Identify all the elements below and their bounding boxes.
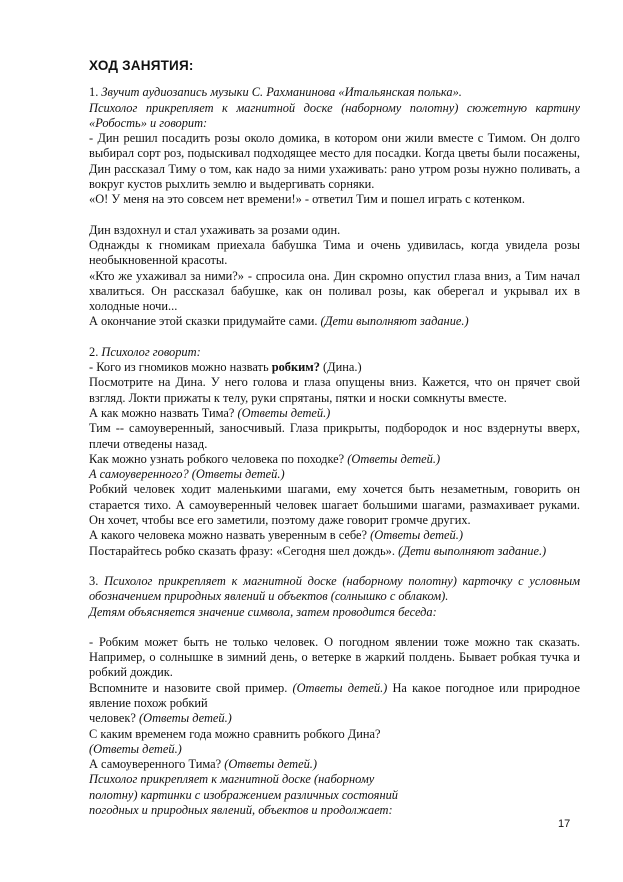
s3-explanation: Детям объясняется значение символа, затем проводится беседа: — [89, 604, 437, 619]
s2-question-4 — [89, 467, 580, 482]
s2-question-1 — [89, 360, 580, 375]
s2-question-6 — [89, 544, 580, 559]
s2-q4-text: А самоуверенного? — [89, 467, 192, 482]
s1-instruction: Психолог прикрепляет к магнитной доске (наборному полотну) сюжетную картину «Робость» и говорит: — [89, 100, 580, 130]
s1-task-text: А окончание этой сказки придумайте сами. — [89, 314, 321, 329]
s2-q2-text: А как можно назвать Тима? — [89, 405, 238, 420]
s2-q4-answer: (Ответы детей.) — [191, 467, 285, 482]
spacer — [89, 208, 580, 223]
s2-q5-answer: (Ответы детей.) — [370, 528, 463, 543]
s1-story-paragraph-1: - Дин решил посадить розы около домика, в котором они жили вместе с Тимом. Он долго выбирал сорт роз, подыскивал подходящее место для посадки. Когда цветы были посажены, Дин рассказал Тиму о том, как надо за ними ухаживать: рано утром розы нужно поливать, а вокруг кустов рыхлить землю и выдергивать сорняки. — [89, 131, 580, 192]
s1-line1 — [89, 85, 580, 100]
spacer — [89, 620, 580, 635]
s2-question-5 — [89, 528, 580, 543]
s2-q1-bold: робким? — [271, 360, 320, 375]
s2-line1 — [89, 345, 580, 360]
s2-q3-text: Как можно узнать робкого человека по походке? — [89, 451, 348, 466]
s2-q2-answer: (Ответы детей.) — [237, 405, 331, 420]
s1-audio-note: Звучит аудиозапись музыки С. Рахманинова «Итальянская полька». — [101, 85, 462, 100]
s2-q3-answer: (Ответы детей.) — [347, 451, 441, 466]
s2-intro: Психолог говорит: — [101, 344, 201, 359]
s1-story-paragraph-2: «О! У меня на это совсем нет времени!» - ответил Тим и пошел играть с котенком. — [89, 192, 525, 207]
spacer — [89, 559, 580, 574]
s1-story-paragraph-3: Дин вздохнул и стал ухаживать за розами один. — [89, 222, 341, 237]
s1-number: 1. — [89, 85, 102, 100]
s2-paragraph-3: Робкий человек ходит маленькими шагами, ему хочется быть незаметным, говорить он старается тихо. А самоуверенный человек шагает большими шагами, размахивает руками. Он хочет, чтобы все его заметили, поэтому даже говорит громче других. — [89, 482, 580, 528]
s2-number: 2. — [89, 344, 102, 359]
s1-story-paragraph-4: Однажды к гномикам приехала бабушка Тима и очень удивилась, когда увидела розы необыкновенной красоты. — [89, 237, 580, 268]
s3-line1 — [89, 574, 580, 605]
s2-q6-text: Постарайтесь робко сказать фразу: «Сегодня шел дождь». — [89, 543, 399, 558]
s3-paragraph-4: С каким временем года можно сравнить робкого Дина? — [89, 726, 381, 741]
document-page — [89, 58, 580, 818]
s2-q1-text: - Кого из гномиков можно назвать — [89, 360, 272, 375]
s2-q5-text: А какого человека можно назвать уверенным в себе? — [89, 528, 371, 543]
s3-instruction: Психолог прикрепляет к магнитной доске (наборному полотну) карточку с условным обозначением природных явлений и объектов (солнышко с облаком). — [89, 573, 581, 604]
s3-paragraph-6 — [89, 757, 580, 772]
s3-p3-answer: (Ответы детей.) — [139, 711, 232, 726]
s1-task-note: (Дети выполняют задание.) — [320, 314, 469, 329]
s2-question-2 — [89, 406, 580, 421]
s2-q6-note: (Дети выполняют задание.) — [398, 543, 547, 558]
s3-paragraph-5: (Ответы детей.) — [89, 741, 182, 756]
s3-p2-question: На какое погодное или природное явление похож робкий — [89, 680, 581, 710]
s1-story-paragraph-5: «Кто же ухаживал за ними?» - спросила она. Дин скромно опустил глаза вниз, а Тим начал хвалиться. Он рассказал бабушке, как он поливал розы, как оберегал и укрывал их в холодные ночи... — [89, 268, 580, 314]
section-heading: ХОД ЗАНЯТИЯ: — [89, 58, 194, 73]
s1-story-paragraph-6 — [89, 314, 580, 329]
s3-p6-text: А самоуверенного Тима? — [89, 757, 225, 772]
spacer — [89, 330, 580, 345]
s3-p2-answer: (Ответы детей.) — [292, 680, 388, 695]
s2-question-3 — [89, 452, 580, 467]
s3-p2-text: Вспомните и назовите свой пример. — [89, 680, 293, 695]
s3-paragraph-1: - Робким может быть не только человек. О погодном явлении тоже можно так сказать. Например, о солнышке в зимний день, о ветерке в жаркий полдень. Бывает робкая тучка и робкий дождик. — [89, 634, 580, 680]
s3-p3-text: человек? — [89, 711, 140, 726]
s3-paragraph-7: Психолог прикрепляет к магнитной доске (наборному полотну) картинки с изображением различных состояний погодных и природных явлений, объектов и продолжает: — [89, 772, 398, 818]
s3-number: 3. — [89, 573, 105, 588]
s3-paragraph-2 — [89, 681, 580, 712]
s2-paragraph-2: Тим -- самоуверенный, заносчивый. Глаза прикрыты, подбородок и нос вздернуты вверх, плечи отведены назад. — [89, 421, 580, 451]
s2-q1-answer: (Дина.) — [319, 360, 362, 375]
s2-paragraph-1: Посмотрите на Дина. У него голова и глаза опущены вниз. Кажется, что он прячет свой взгляд. Локти прижаты к телу, руки спрятаны, пятки и носки сомкнуты вместе. — [89, 375, 580, 405]
s3-p6-answer: (Ответы детей.) — [224, 757, 317, 772]
page-number: 17 — [558, 818, 571, 830]
s3-paragraph-3 — [89, 711, 580, 726]
